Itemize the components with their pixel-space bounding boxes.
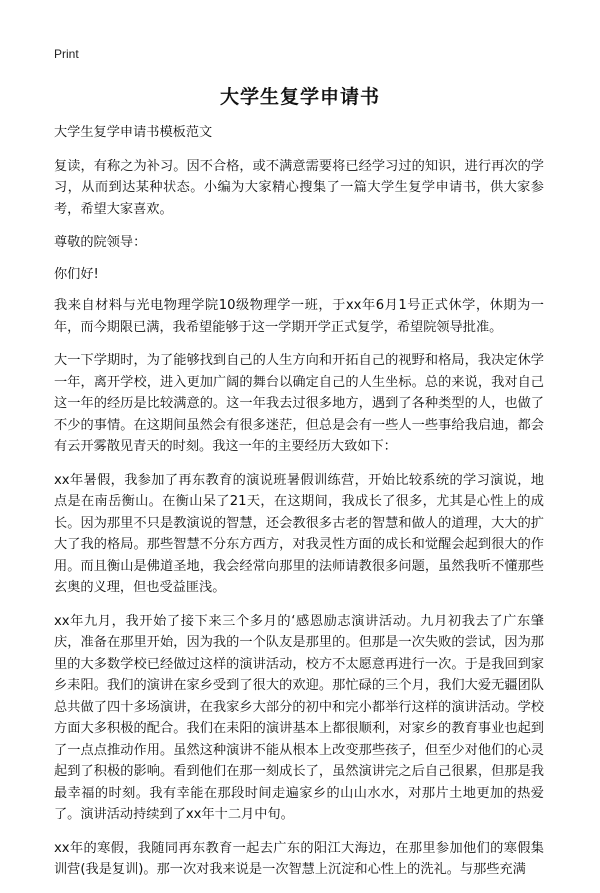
page-title: 大学生复学申请书: [219, 86, 380, 108]
salutation: 尊敬的院领导：: [54, 235, 147, 250]
body-paragraph: xx年暑假，我参加了再东教育的演说班暑假训练营，开始比较系统的学习演说，地点是在南岳衡山。在衡山呆了21天，在这期间，我成长了很多，尤其是心性上的成长。因为那里不只是教演说的智慧，还会教很多古老的智慧和做人的道理，大大的扩大了我的格局。那些智慧不分东方西方，对我灵性方面的成长和觉醒会起到很大的作用。而且衡山是佛道圣地，我会经常向那里的法师请教很多问题，虽然我听不懂那些玄奥的义理，但也受益匪浅。: [54, 472, 544, 595]
body-paragraph: xx年九月，我开始了接下来三个多月的‘感恩励志演讲活动。九月初我去了广东肇庆，准备在那里开始，因为我的一个队友是那里的。但那是一次失败的尝试，因为那里的大多数学校已经做过这样的演讲活动，校方不太愿意再进行一次。于是我回到家乡耒阳。我们的演讲在家乡受到了很大的欢迎。那忙碌的三个月，我们大爱无疆团队总共做了四十多场演讲，在我家乡大部分的初中和完小都举行这样的演讲活动。学校方面大多积极的配合。我们在耒阳的演讲基本上都很顺利，对家乡的教育事业也起到了一点点推动作用。虽然这种演讲不能从根本上改变那些孩子，但至少对他们的心灵起到了积极的影响。看到他们在那一刻成长了，虽然演讲完之后自己很累，但那是我最幸福的时刻。我有幸能在那段时间走遍家乡的山山水水，对那片土地更加的热爱了。演讲活动持续到了xx年十二月中旬。: [54, 613, 544, 822]
greeting: 你们好!: [54, 266, 99, 282]
print-link[interactable]: Print: [54, 47, 79, 61]
body-paragraph: 大一下学期时，为了能够找到自己的人生方向和开拓自己的视野和格局，我决定休学一年，离开学校，进入更加广阔的舞台以确定自己的人生坐标。总的来说，我对自己这一年的经历是比较满意的。这一年我去过很多地方，遇到了各种类型的人，也做了不少的事情。在这期间虽然会有很多迷茫，但总是会有一些人一些事给我启迪，都会有云开雾散见青天的时刻。我这一年的主要经历大致如下：: [54, 353, 544, 454]
body-paragraph: xx年的寒假，我随同再东教育一起去广东的阳江大海边，在那里参加他们的寒假集训营(我是复训)。那一次对我来说是一次智慧上沉淀和心性上的洗礼。与那些充满: [54, 840, 544, 877]
document-body: [54, 122, 544, 893]
intro-paragraph: 复读，有称之为补习。因不合格，或不满意需要将已经学习过的知识，进行再次的学习，从而到达某种状态。小编为大家精心搜集了一篇大学生复学申请书，供大家参考，希望大家喜欢。: [54, 158, 544, 217]
body-paragraph: 我来自材料与光电物理学院10级物理学一班，于xx年6月1号正式休学，休期为一年，而今期限已满，我希望能够于这一学期开学正式复学，希望院领导批准。: [54, 298, 544, 335]
subtitle: 大学生复学申请书模板范文: [54, 125, 213, 140]
